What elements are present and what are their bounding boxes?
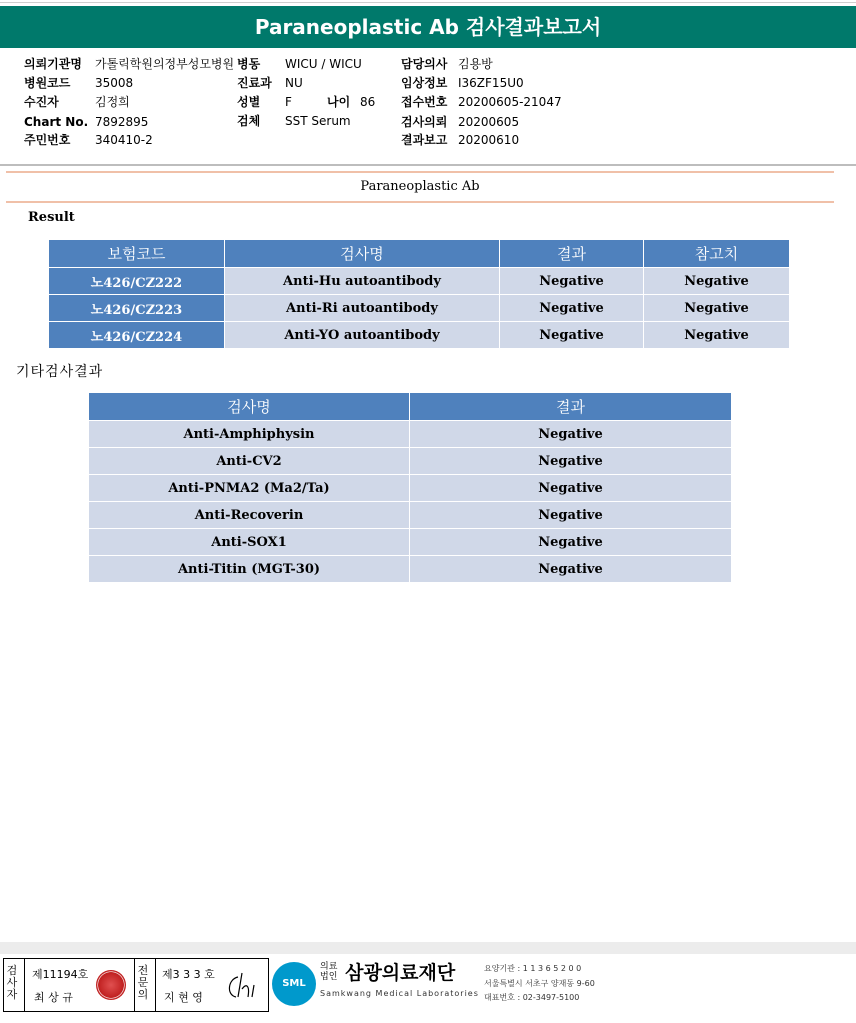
- cell-reference: Negative: [644, 268, 790, 295]
- cell-result: Negative: [410, 475, 732, 502]
- label-specimen: 검체: [237, 114, 261, 128]
- label-sex: 성별: [237, 95, 261, 109]
- header-test-name: 검사명: [225, 240, 500, 268]
- specialist-number: 제3 3 3 호: [162, 968, 215, 981]
- value-hospital-code: 35008: [95, 76, 134, 90]
- logo-main: [320, 958, 455, 985]
- table-header-row: [49, 240, 790, 268]
- cell-test-name: Anti-Recoverin: [89, 502, 410, 529]
- footer-info-line: 서울특별시 서초구 양재동 9-60: [484, 979, 595, 988]
- label-institution: 의뢰기관명: [24, 57, 82, 71]
- header-result: 결과: [500, 240, 644, 268]
- info-col3: [401, 57, 601, 152]
- value-resident-no: 340410-2: [95, 133, 153, 147]
- cell-test-name: Anti-PNMA2 (Ma2/Ta): [89, 475, 410, 502]
- value-receipt-no: 20200605-21047: [458, 95, 562, 109]
- section-line-bottom: [6, 201, 834, 203]
- footer-info-line: 대표번호 : 02-3497-5100: [484, 993, 580, 1002]
- logo-english: Samkwang Medical Laboratories: [320, 989, 479, 998]
- label-request-date: 검사의뢰: [401, 115, 448, 129]
- cell-result: Negative: [410, 556, 732, 583]
- value-age: 86: [360, 95, 376, 109]
- label-patient: 수진자: [24, 95, 59, 109]
- cell-result: Negative: [410, 421, 732, 448]
- report-title: Paraneoplastic Ab 검사결과보고서: [0, 6, 856, 48]
- section-line-top: [6, 171, 834, 173]
- label-department: 진료과: [237, 76, 272, 90]
- other-result-table: [88, 392, 732, 583]
- label-resident-no: 주민번호: [24, 133, 71, 147]
- table-row: [49, 322, 790, 349]
- table-header-row: [89, 393, 732, 421]
- table-row: [89, 502, 732, 529]
- cell-test-name: Anti-Ri autoantibody: [225, 295, 500, 322]
- value-department: NU: [285, 76, 303, 90]
- cell-code: 노426/CZ222: [49, 268, 225, 295]
- table-row: [89, 475, 732, 502]
- inspector-seal-icon: [96, 970, 126, 1000]
- result-label: Result: [28, 210, 75, 225]
- specialist-name: 지 현 영: [164, 991, 203, 1004]
- info-col2: [237, 57, 397, 152]
- info-col1: [24, 57, 244, 152]
- section-title: Paraneoplastic Ab: [360, 179, 480, 194]
- table-row: [49, 268, 790, 295]
- header-result: 결과: [410, 393, 732, 421]
- cell-result: Negative: [410, 448, 732, 475]
- other-tests-label: 기타검사결과: [16, 364, 104, 380]
- table-row: [49, 295, 790, 322]
- cell-test-name: Anti-Titin (MGT-30): [89, 556, 410, 583]
- header-reference: 참고치: [644, 240, 790, 268]
- cell-test-name: Anti-YO autoantibody: [225, 322, 500, 349]
- cell-result: Negative: [410, 529, 732, 556]
- value-doctor: 김용방: [458, 57, 493, 71]
- label-receipt-no: 접수번호: [401, 95, 448, 109]
- value-clinical-info: I36ZF15U0: [458, 76, 524, 90]
- value-institution: 가톨릭학원의정부성모병원: [95, 57, 235, 71]
- main-result-table: [48, 239, 790, 349]
- label-ward: 병동: [237, 57, 261, 71]
- cell-test-name: Anti-SOX1: [89, 529, 410, 556]
- cell-reference: Negative: [644, 322, 790, 349]
- logo-prefix: 의료법인: [320, 961, 338, 982]
- value-patient: 김정희: [95, 95, 130, 109]
- cell-result: Negative: [500, 295, 644, 322]
- label-hospital-code: 병원코드: [24, 76, 71, 90]
- cell-result: Negative: [410, 502, 732, 529]
- label-clinical-info: 임상정보: [401, 76, 448, 90]
- header-divider: [0, 164, 856, 166]
- top-border: [0, 2, 856, 3]
- logo-name: 삼광의료재단: [345, 962, 456, 984]
- table-row: [89, 529, 732, 556]
- value-ward: WICU / WICU: [285, 57, 362, 71]
- cell-test-name: Anti-CV2: [89, 448, 410, 475]
- table-row: [89, 421, 732, 448]
- header-insurance-code: 보험코드: [49, 240, 225, 268]
- cell-test-name: Anti-Amphiphysin: [89, 421, 410, 448]
- cell-result: Negative: [500, 322, 644, 349]
- label-report-date: 결과보고: [401, 133, 448, 147]
- cell-test-name: Anti-Hu autoantibody: [225, 268, 500, 295]
- inspector-number: 제11194호: [32, 968, 89, 981]
- signature-box: [3, 958, 269, 1012]
- value-chart-no: 7892895: [95, 115, 149, 129]
- label-doctor: 담당의사: [401, 57, 448, 71]
- table-row: [89, 556, 732, 583]
- value-request-date: 20200605: [458, 115, 520, 129]
- table-row: [89, 448, 732, 475]
- label-chart-no: Chart No.: [24, 115, 89, 129]
- inspector-name: 최 상 규: [34, 991, 73, 1004]
- value-report-date: 20200610: [458, 133, 520, 147]
- cell-code: 노426/CZ224: [49, 322, 225, 349]
- footer-band: [0, 942, 856, 954]
- value-specimen: SST Serum: [285, 114, 351, 128]
- specialist-label: 전문의: [137, 964, 149, 1001]
- cell-code: 노426/CZ223: [49, 295, 225, 322]
- label-age: 나이: [327, 95, 351, 109]
- cell-result: Negative: [500, 268, 644, 295]
- inspector-label: 검사자: [6, 964, 18, 1001]
- value-sex: F: [285, 95, 292, 109]
- header-test-name: 검사명: [89, 393, 410, 421]
- cell-reference: Negative: [644, 295, 790, 322]
- signature-icon: [220, 967, 264, 1003]
- footer-info-line: 요양기관 : 1 1 3 6 5 2 0 0: [484, 964, 582, 973]
- sml-logo-icon: SML: [272, 962, 316, 1006]
